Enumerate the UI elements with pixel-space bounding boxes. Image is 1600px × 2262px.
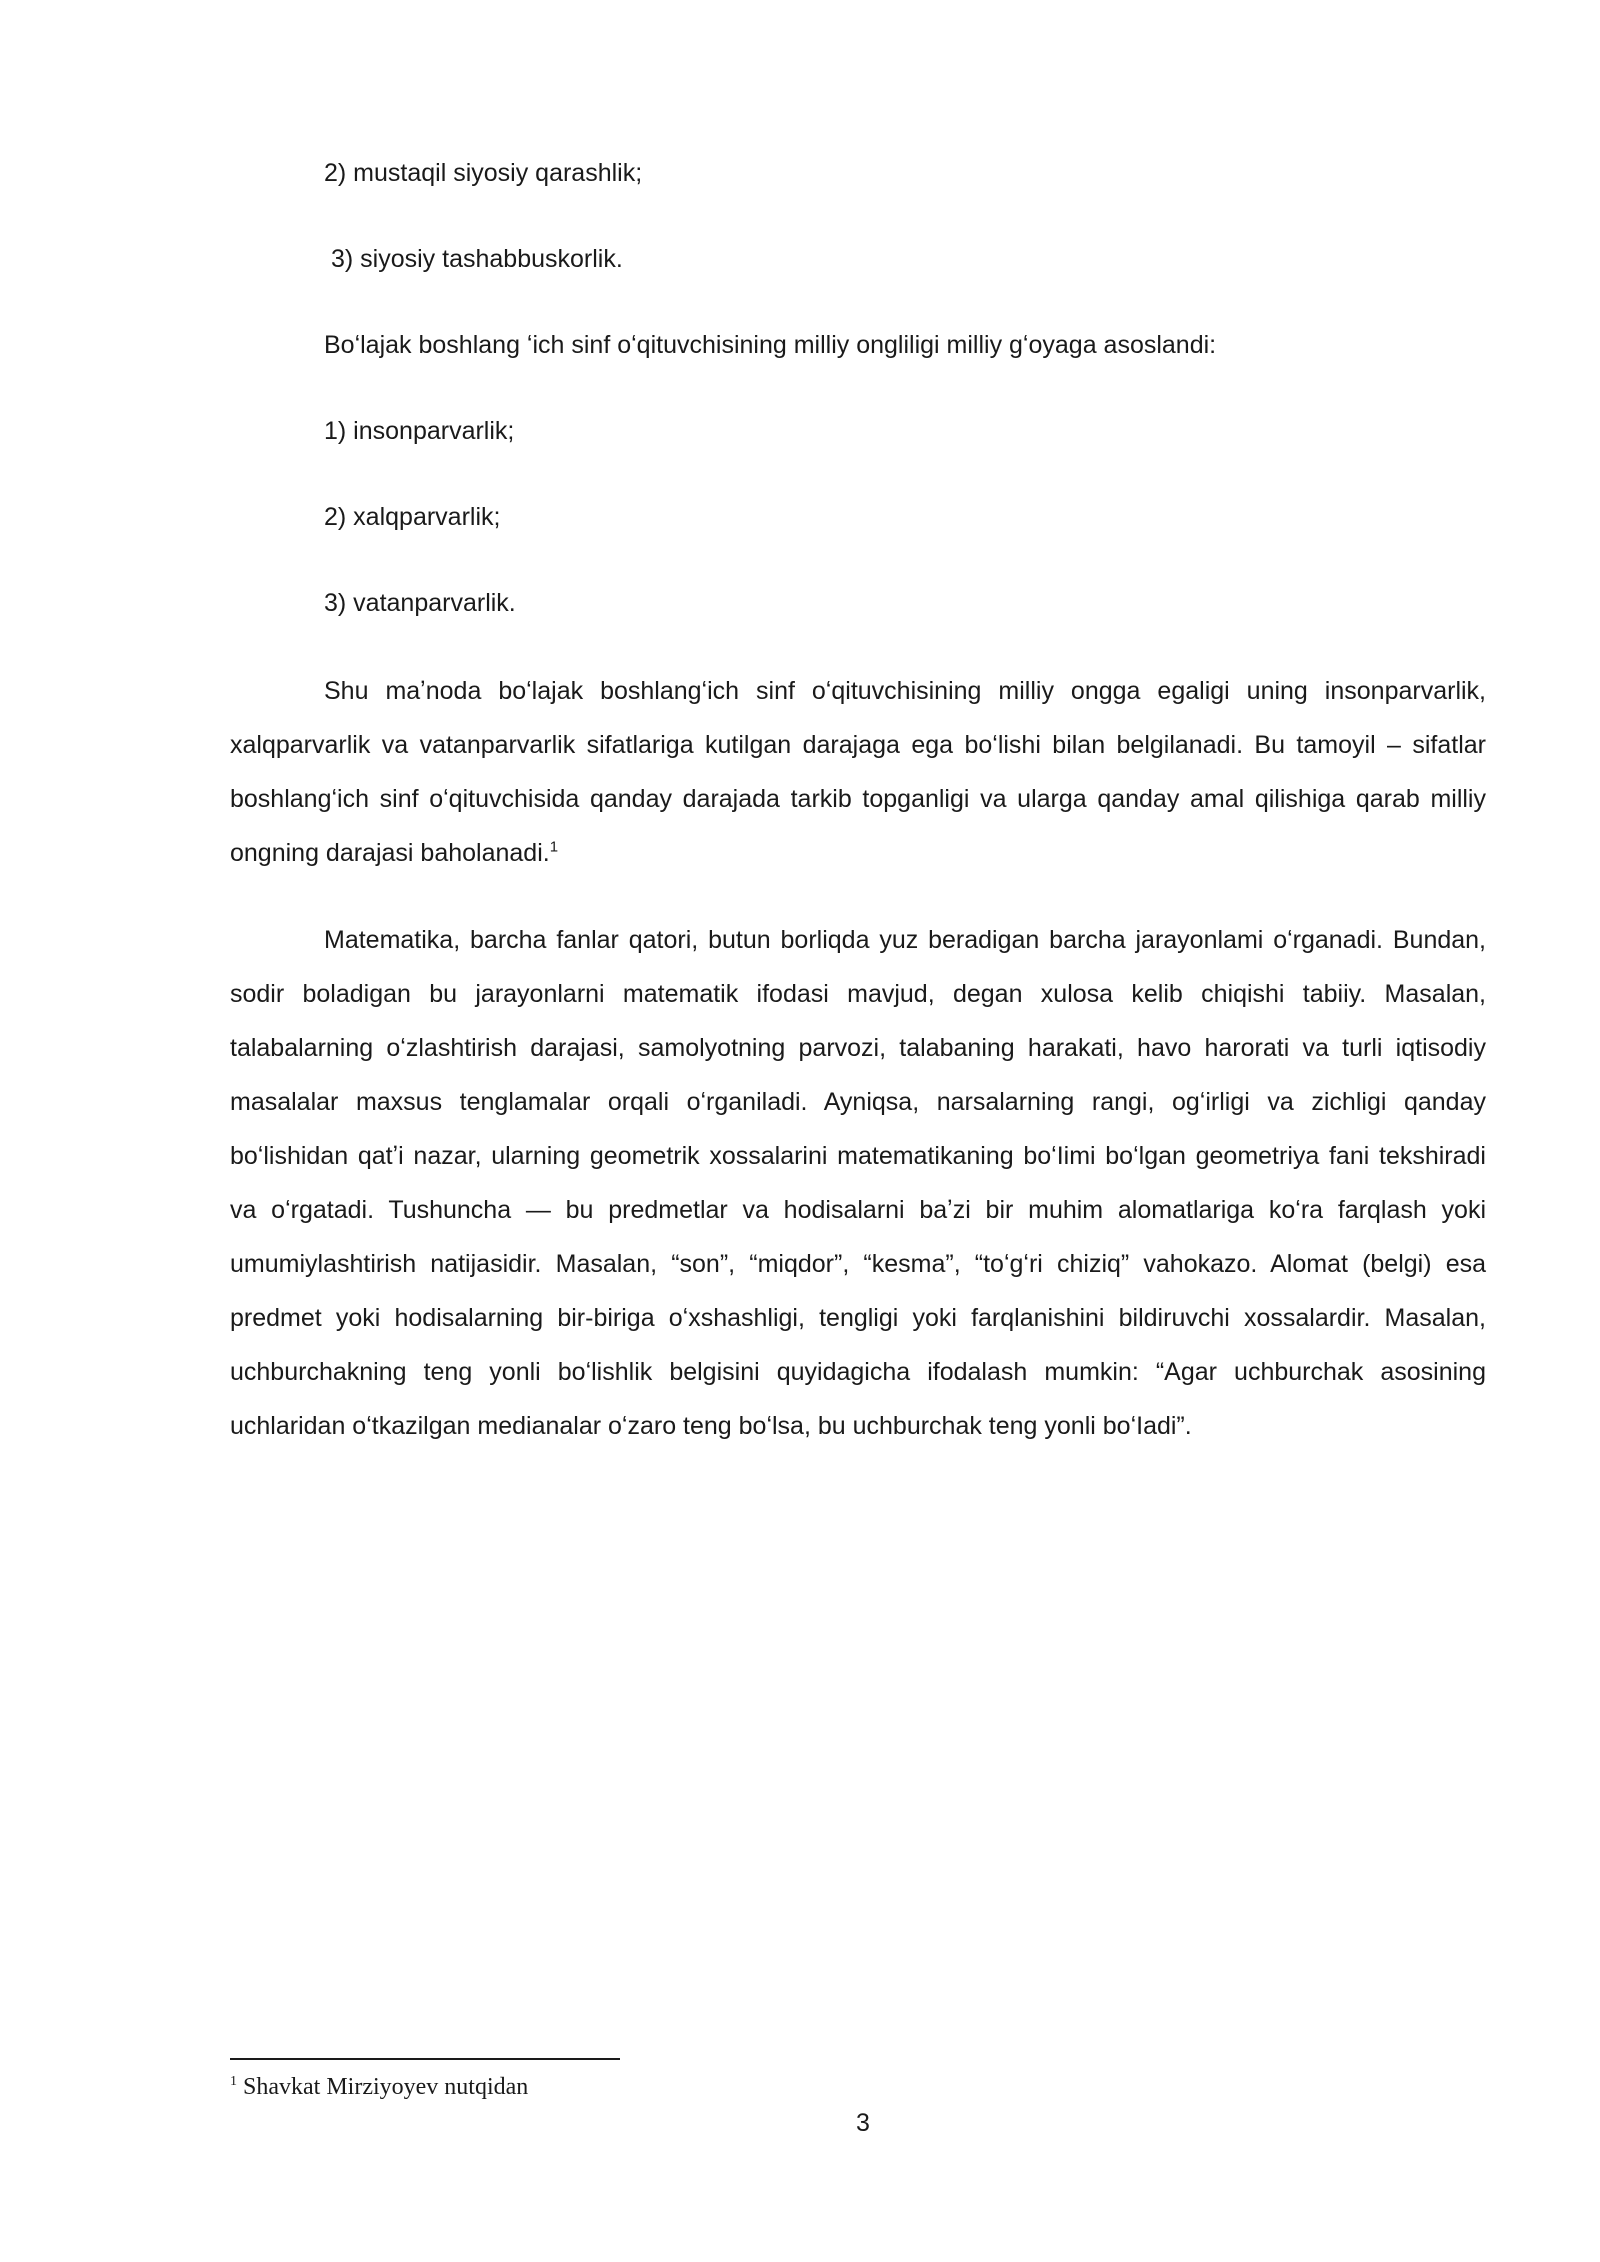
footnote-reference: 1 bbox=[549, 838, 559, 856]
paragraph-text: Shu maʼnoda boʻlajak boshlangʻich sinf oʻqituvchisining milliy ongga egaligi uning insonparvarlik, xalqparvarlik va vatanparvarlik sifatlariga kutilgan darajaga ega boʻlishi bilan belgilanadi. Bu tamoyil – sifatlar boshlangʻich sinf oʻqituvchisida qanday darajada tarkib topganligi va ularga qanday amal qilishiga qarab milliy ongning darajasi baholanadi. bbox=[230, 677, 1486, 867]
paragraph-text: Matematika, barcha fanlar qatori, butun borliqda yuz beradigan barcha jarayonlami oʻrganadi. Bundan, sodir boladigan bu jarayonlarni matematik ifodasi mavjud, degan xulosa kelib chiqishi tabiiy. Masalan, talabalarning oʻzlashtirish darajasi, samolyotning parvozi, talabaning harakati, havo harorati va turli iqtisodiy masalalar maxsus tenglamalar orqali oʻrganiladi. Ayniqsa, narsalarning rangi, ogʻirligi va zichligi qanday boʻlishidan qatʼi nazar, ularning geometrik xossalarini matematikaning boʻIimi boʻlgan geometriya fani tekshiradi va oʻrgatadi. Tushuncha — bu predmetlar va hodisalarni baʼzi bir muhim alomatlariga koʻra farqlash yoki umumiylashtirish natijasidir. Masalan, “son”, “miqdor”, “kesma”, “toʻgʻri chiziq” vahokazo. Alomat (belgi) esa predmet yoki hodisalarning bir-biriga oʻxshashligi, tengligi yoki farqlanishini bildiruvchi xossalardir. Masalan, uchburchakning teng yonli boʻlishlik belgisini quyidagicha ifodalash mumkin: “Agar uchburchak asosining uchlaridan oʻtkazilgan medianalar oʻzaro teng boʻlsa, bu uchburchak teng yonli boʻIadi”. bbox=[230, 926, 1486, 1440]
footnote-separator bbox=[230, 2058, 620, 2060]
paragraph-mathematics bbox=[230, 913, 1486, 1453]
list-item: 2) xalqparvarlik; bbox=[324, 503, 501, 531]
list-intro-line: Boʻlajak boshlang ʻich sinf oʻqituvchisining milliy ongliligi milliy gʻoyaga asoslandi: bbox=[324, 331, 1217, 359]
footnote-mark: 1 bbox=[230, 2074, 237, 2089]
footnote-text: Shavkat Mirziyoyev nutqidan bbox=[243, 2074, 529, 2100]
list-item: 2) mustaqil siyosiy qarashlik; bbox=[324, 159, 643, 187]
paragraph-national-consciousness bbox=[230, 664, 1486, 880]
footnote bbox=[230, 2072, 528, 2102]
list-item: 3) vatanparvarlik. bbox=[324, 589, 516, 617]
list-item: 3) siyosiy tashabbuskorlik. bbox=[331, 245, 623, 273]
list-item: 1) insonparvarlik; bbox=[324, 417, 515, 445]
page-number: 3 bbox=[856, 2109, 870, 2137]
